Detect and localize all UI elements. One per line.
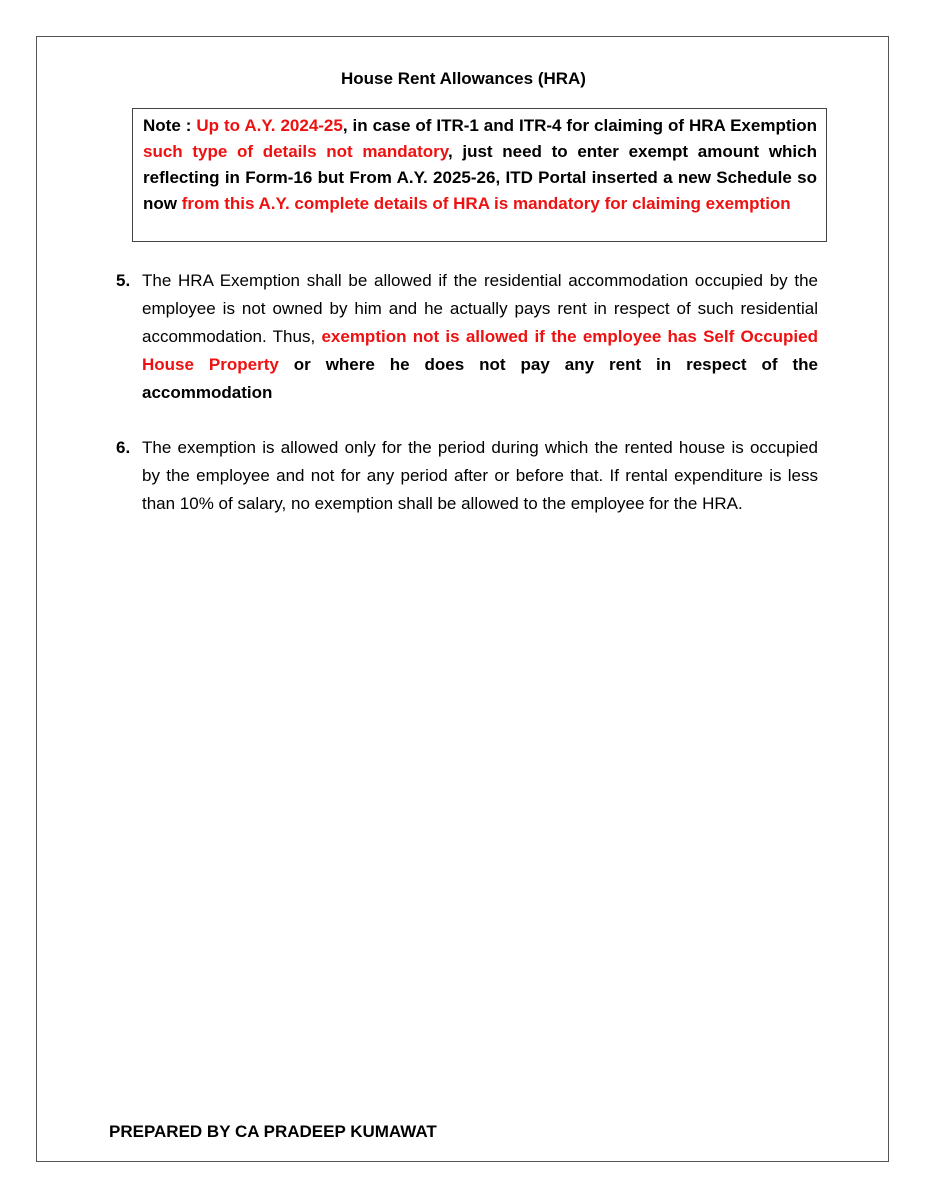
item-number: 6.	[116, 438, 131, 457]
note-highlight-mandatory: from this A.Y. complete details of HRA is mandatory for claiming exemption	[181, 194, 791, 213]
item-number: 5.	[116, 271, 131, 290]
note-highlight-ay-2024: Up to A.Y. 2024-25	[196, 116, 343, 135]
note-text-itr: , in case of ITR-1 and ITR-4 for claiming of HRA Exemption	[342, 116, 817, 135]
item-text-plain: The exemption is allowed only for the period during which the rented house is occupied by the employee and not for any period after or before that. If rental expenditure is less than 10% of salary, no exemption shall be allowed to the employee for the HRA.	[142, 438, 818, 513]
item-text-plain: The HRA Exemption shall be allowed if the residential accommodation occupied by the employee is not owned by him and he actually pays rent in respect of such residential accommodation. Thus,	[142, 271, 818, 346]
note-text-form16: , just need to enter exempt amount which reflecting in Form-16 but From A.Y. 2025-26, ITD Portal inserted a new Schedule so now	[143, 142, 817, 213]
list-item	[116, 267, 818, 407]
note-label: Note :	[143, 116, 197, 135]
list-item	[116, 434, 818, 518]
item-text	[142, 434, 818, 518]
page-title: House Rent Allowances (HRA)	[341, 69, 586, 88]
item-text	[142, 267, 818, 407]
note-highlight-not-mandatory: such type of details not mandatory	[143, 142, 448, 161]
footer-credit: PREPARED BY CA PRADEEP KUMAWAT	[109, 1122, 437, 1141]
note-box	[132, 108, 827, 242]
item-text-bold: or where he does not pay any rent in respect of the accommodation	[142, 355, 818, 402]
item-text-highlight: exemption not is allowed if the employee has Self Occupied House Property	[142, 327, 818, 374]
